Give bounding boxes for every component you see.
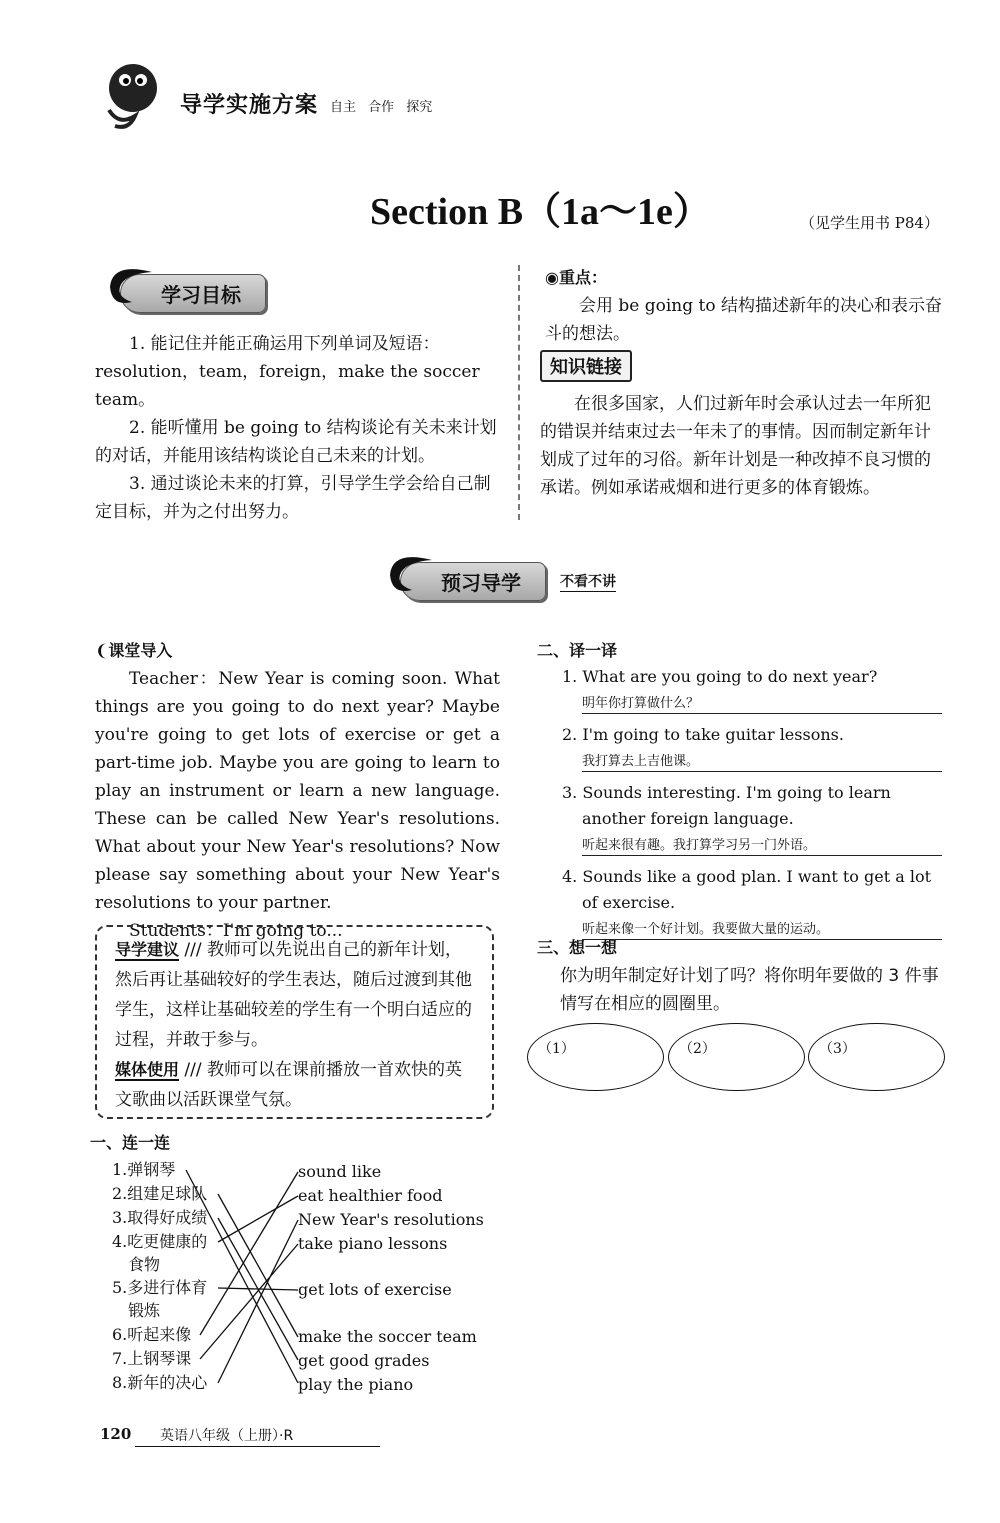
match-right-item: New Year's resolutions [298, 1210, 484, 1229]
translate-answer: 我打算去上吉他课。 [582, 750, 942, 772]
match-right-item: get lots of exercise [298, 1280, 452, 1299]
header-title: 导学实施方案 [180, 93, 319, 118]
match-right-item: make the soccer team [298, 1327, 477, 1346]
match-right-item: sound like [298, 1162, 382, 1181]
oval-label-1: （1） [538, 1041, 575, 1057]
match-line [218, 1194, 298, 1337]
think-label: 三、想一想 [537, 938, 618, 957]
match-line [186, 1170, 298, 1383]
match-left-item: 5.多进行体育 [112, 1278, 208, 1297]
translate-question: 2. I'm going to take guitar lessons. [562, 725, 844, 744]
goals-banner-label: 学习目标 [120, 274, 266, 313]
match-label: 一、连一连 [90, 1133, 171, 1152]
translate-label: 二、译一译 [537, 641, 618, 660]
students-text: Students：I'm going to... [129, 921, 343, 941]
match-line [218, 1196, 298, 1242]
translate-question: 4. Sounds like a good plan. I want to get a lot of exercise. [562, 867, 932, 912]
footer-book: 英语八年级（上册）·R [160, 1428, 294, 1444]
match-right-item: take piano lessons [298, 1234, 448, 1253]
key-points-label: ◉重点： [545, 268, 607, 287]
oval-label-2: （2） [679, 1041, 716, 1057]
preview-banner-label: 预习导学 [400, 562, 546, 601]
goal-item: 1. 能记住并能正确运用下列单词及短语：resolution，team，foreign，make the soccer team。 [95, 334, 480, 410]
intro-label-text: 课堂导入 [108, 641, 173, 660]
oval-label-3: （3） [819, 1041, 856, 1057]
match-left-item: 4.吃更健康的 [112, 1232, 208, 1251]
translate-answer: 听起来很有趣。我打算学习另一门外语。 [582, 834, 942, 856]
advice-text: 教师可以先说出自己的新年计划，然后再让基础较好的学生表达，随后过渡到其他学生，这样让基础较差的学生有一个明白适应的过程，并敢于参与。 [115, 940, 472, 1050]
page-reference: （见学生用书 P84） [800, 214, 939, 232]
advice-label: 导学建议 [115, 940, 180, 959]
goal-item: 3. 通过谈论未来的打算，引导学生学会给自己制定目标，并为之付出努力。 [95, 474, 491, 522]
page-number: 120 [100, 1425, 132, 1443]
match-line [218, 1220, 298, 1383]
knowledge-text: 在很多国家，人们过新年时会承认过去一年所犯的错误并结束过去一年未了的事情。因而制定新年计划成了过年的习俗。新年计划是一种改掉不良习惯的承诺。例如承诺戒烟和进行更多的体育锻炼。 [540, 394, 931, 498]
match-left-item: 6.听起来像 [112, 1325, 192, 1344]
footer-rule [135, 1446, 380, 1447]
translate-list [562, 664, 942, 948]
preview-note: 不看不讲 [560, 571, 616, 592]
think-text: 你为明年制定好计划了吗？将你明年要做的 3 件事情写在相应的圆圈里。 [560, 966, 939, 1014]
leaf-icon: ❨ [95, 641, 109, 660]
match-line [200, 1244, 298, 1359]
header-subtitle: 自主 合作 探究 [330, 100, 433, 115]
key-points-text: 会用 be going to 结构描述新年的决心和表示奋斗的想法。 [545, 296, 943, 344]
match-left-item: 3.取得好成绩 [112, 1208, 208, 1227]
translate-answer: 明年你打算做什么？ [582, 692, 942, 714]
section-title: Section B（1a～1e） [370, 191, 711, 233]
translate-question: 1. What are you going to do next year? [562, 667, 878, 686]
match-left-item: 锻炼 [128, 1301, 161, 1320]
goal-item: 2. 能听懂用 be going to 结构谈论有关未来计划的对话，并能用该结构谈论自己未来的计划。 [95, 418, 497, 466]
match-left-item: 1.弹钢琴 [112, 1160, 176, 1179]
media-text: 教师可以在课前播放一首欢快的英文歌曲以活跃课堂气氛。 [115, 1060, 463, 1110]
match-right-item: get good grades [298, 1351, 430, 1370]
match-left-item: 7.上钢琴课 [112, 1349, 192, 1368]
match-left-item: 2.组建足球队 [112, 1184, 208, 1203]
translate-answer: 听起来像一个好计划。我要做大量的运动。 [582, 918, 942, 940]
translate-question: 3. Sounds interesting. I'm going to learn another foreign language. [562, 783, 891, 828]
slash-icon: /// [179, 940, 208, 960]
slash-icon: /// [179, 1060, 208, 1080]
match-left-item: 8.新年的决心 [112, 1373, 208, 1392]
knowledge-link-tag: 知识链接 [540, 350, 632, 382]
match-left-item: 食物 [128, 1255, 161, 1274]
match-right-item: eat healthier food [298, 1186, 443, 1205]
media-label: 媒体使用 [115, 1060, 180, 1079]
match-right-item: play the piano [298, 1375, 414, 1394]
teacher-text: Teacher：New Year is coming soon. What things are you going to do next year? Maybe you're going to get lots of exercise or get a part-time job. Maybe you are going to learn to play an instrument or learn a new language. These can be called New Year's resolutions. What about your New Year's resolutions? Now please say something about your New Year's resolutions to your partner. [95, 669, 500, 913]
